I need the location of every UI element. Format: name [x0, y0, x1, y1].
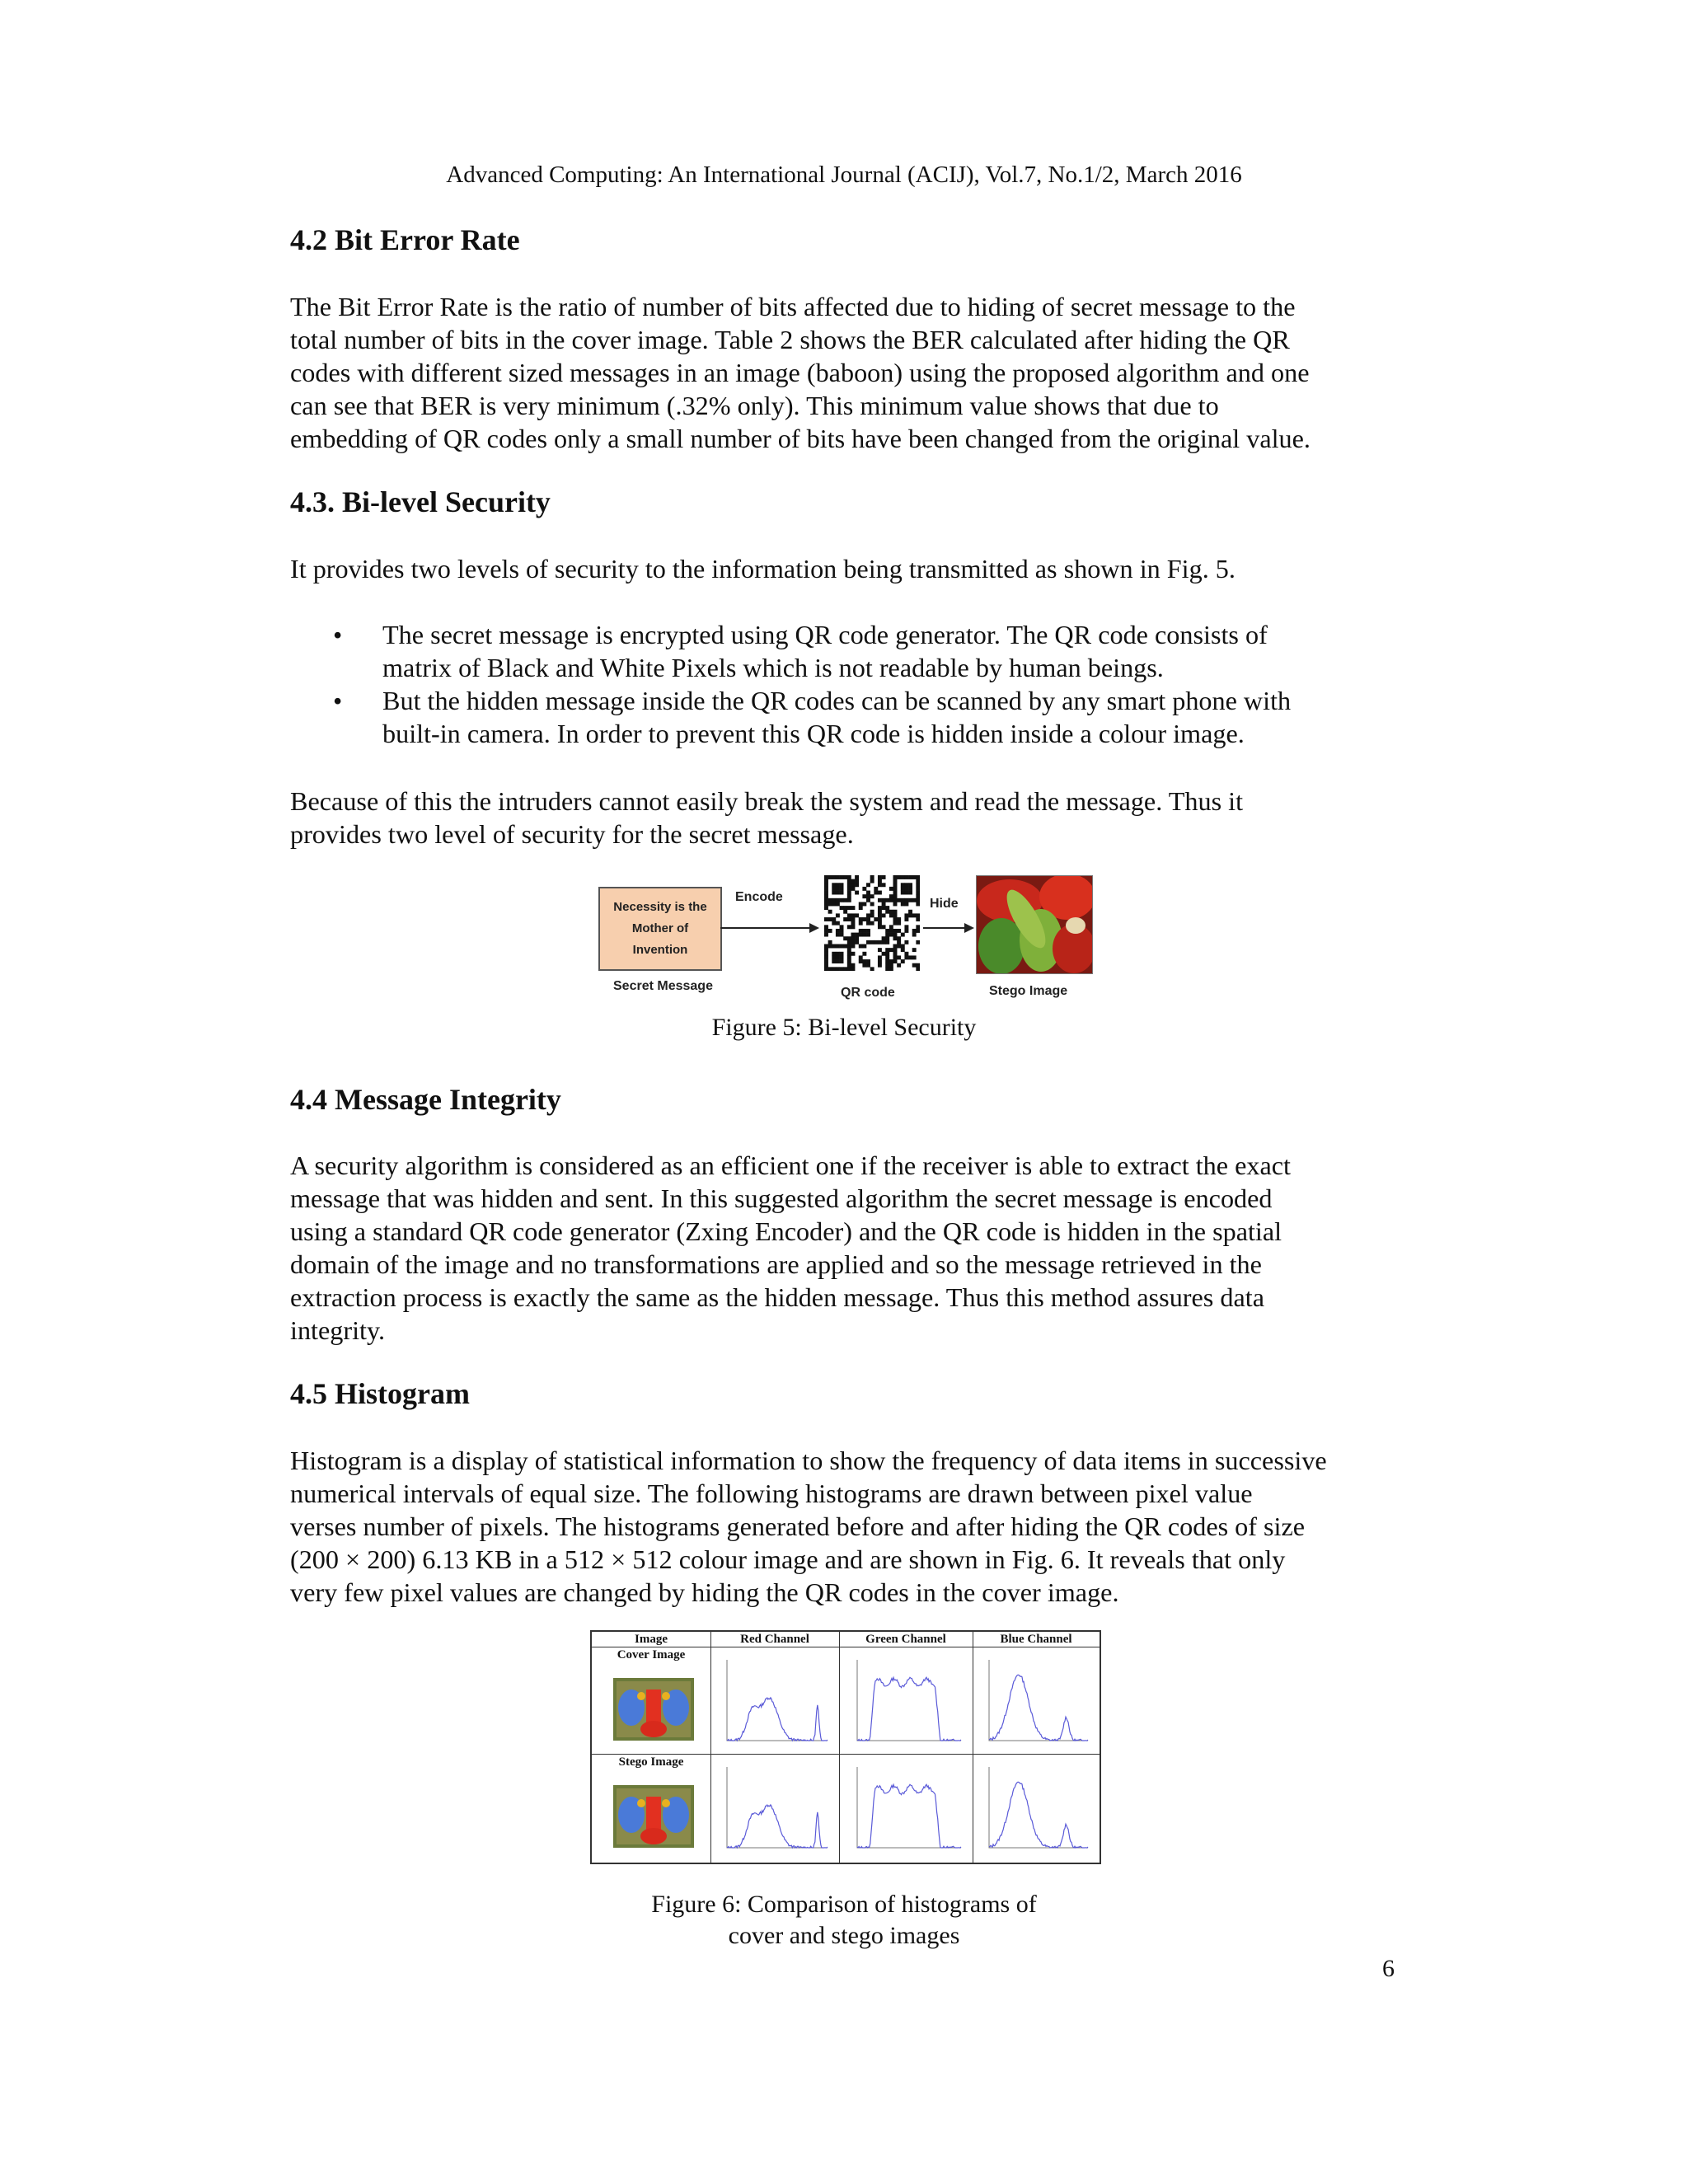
paragraph-ber: [290, 290, 1395, 455]
text-line: The secret message is encrypted using QR code generator. The QR code consists of: [382, 620, 1268, 649]
qr-code-label: QR code: [841, 986, 895, 1000]
figure-6-caption: [0, 1889, 1688, 1952]
baboon-cover-image-icon: [613, 1678, 694, 1741]
caption-line: Figure 6: Comparison of histograms of: [651, 1891, 1037, 1918]
message-line: Invention: [632, 943, 688, 957]
running-header: Advanced Computing: An International Journal (ACIJ), Vol.7, No.1/2, March 2016: [446, 162, 1242, 188]
text-line: total number of bits in the cover image. Table 2 shows the BER calculated after hiding the QR: [290, 325, 1290, 354]
peppers-image-icon: [977, 876, 1092, 973]
text-line: very few pixel values are changed by hiding the QR codes in the cover image.: [290, 1577, 1119, 1607]
text-line: (200 × 200) 6.13 KB in a 512 × 512 colour image and are shown in Fig. 6. It reveals that only: [290, 1544, 1286, 1574]
text-line: using a standard QR code generator (Zxing Encoder) and the QR code is hidden in the spatial: [290, 1216, 1282, 1246]
table-divider: [592, 1754, 1100, 1755]
paragraph-bilevel-intro: It provides two levels of security to the information being transmitted as shown in Fig. 5.: [290, 554, 1236, 583]
encode-label: Encode: [735, 890, 783, 904]
table-divider: [710, 1632, 711, 1863]
text-line: provides two level of security for the secret message.: [290, 819, 854, 849]
red-channel-histogram-stego: [717, 1760, 832, 1856]
section-title-4-2: 4.2 Bit Error Rate: [290, 223, 520, 256]
qr-code-icon: [824, 875, 920, 971]
column-header: Image: [635, 1633, 668, 1646]
message-line: Mother of: [631, 921, 689, 935]
red-channel-histogram-cover: [717, 1653, 832, 1749]
text-line: integrity.: [290, 1315, 386, 1345]
paragraph-bilevel-closing: [290, 785, 1395, 851]
column-header: Green Channel: [865, 1633, 946, 1646]
section-title-4-5: 4.5 Histogram: [290, 1377, 470, 1410]
page-number: 6: [1382, 1955, 1395, 1982]
text-line: can see that BER is very minimum (.32% only). This minimum value shows that due to: [290, 391, 1219, 420]
baboon-stego-image-icon: [613, 1785, 694, 1848]
text-line: codes with different sized messages in an image (baboon) using the proposed algorithm and one: [290, 358, 1310, 387]
green-channel-histogram-stego: [847, 1760, 966, 1856]
text-line: Because of this the intruders cannot easily break the system and read the message. Thus it: [290, 786, 1244, 816]
column-header: Red Channel: [740, 1633, 809, 1646]
stego-image-label: Stego Image: [989, 984, 1068, 998]
figure-5: [593, 874, 1104, 1005]
text-line: domain of the image and no transformations are applied and so the message retrieved in the: [290, 1249, 1262, 1279]
paragraph-histogram: [290, 1444, 1395, 1609]
text-line: built-in camera. In order to prevent this QR code is hidden inside a colour image.: [382, 719, 1245, 748]
row-label-cover: Cover Image: [617, 1648, 686, 1661]
figure-5-caption: Figure 5: Bi-level Security: [711, 1014, 977, 1041]
column-header: Blue Channel: [1000, 1633, 1072, 1646]
text-line: But the hidden message inside the QR codes can be scanned by any smart phone with: [382, 686, 1292, 715]
hide-label: Hide: [930, 897, 959, 911]
secret-message-label: Secret Message: [613, 979, 713, 993]
list-item: [290, 684, 1395, 750]
caption-line: cover and stego images: [728, 1922, 960, 1949]
bullet-icon: •: [333, 620, 343, 649]
stego-image: [976, 875, 1093, 974]
table-divider: [839, 1632, 840, 1863]
text-line: extraction process is exactly the same as the hidden message. Thus this method assures data: [290, 1282, 1264, 1312]
text-line: numerical intervals of equal size. The following histograms are drawn between pixel value: [290, 1479, 1253, 1508]
blue-channel-histogram-cover: [979, 1653, 1093, 1749]
text-line: A security algorithm is considered as an efficient one if the receiver is able to extract the exact: [290, 1151, 1291, 1180]
text-line: embedding of QR codes only a small number of bits have been changed from the original value.: [290, 424, 1311, 453]
section-title-4-4: 4.4 Message Integrity: [290, 1083, 561, 1116]
bullet-icon: •: [333, 686, 343, 715]
blue-channel-histogram-stego: [979, 1760, 1093, 1856]
green-channel-histogram-cover: [847, 1653, 966, 1749]
row-label-stego: Stego Image: [618, 1755, 684, 1769]
section-title-4-3: 4.3. Bi-level Security: [290, 485, 551, 518]
message-line: Necessity is the: [613, 900, 707, 914]
text-line: message that was hidden and sent. In this suggested algorithm the secret message is encoded: [290, 1183, 1273, 1213]
text-line: matrix of Black and White Pixels which is not readable by human beings.: [382, 653, 1164, 682]
figure-6-table: [590, 1630, 1101, 1864]
text-line: The Bit Error Rate is the ratio of number of bits affected due to hiding of secret message to the: [290, 292, 1296, 321]
text-line: verses number of pixels. The histograms generated before and after hiding the QR codes of size: [290, 1511, 1306, 1541]
encode-arrow-head: [809, 923, 819, 933]
text-line: Histogram is a display of statistical information to show the frequency of data items in successive: [290, 1446, 1327, 1475]
bullet-list: [290, 618, 1395, 750]
list-item: [290, 618, 1395, 684]
paragraph-integrity: [290, 1149, 1395, 1347]
hide-arrow-head: [964, 923, 974, 933]
